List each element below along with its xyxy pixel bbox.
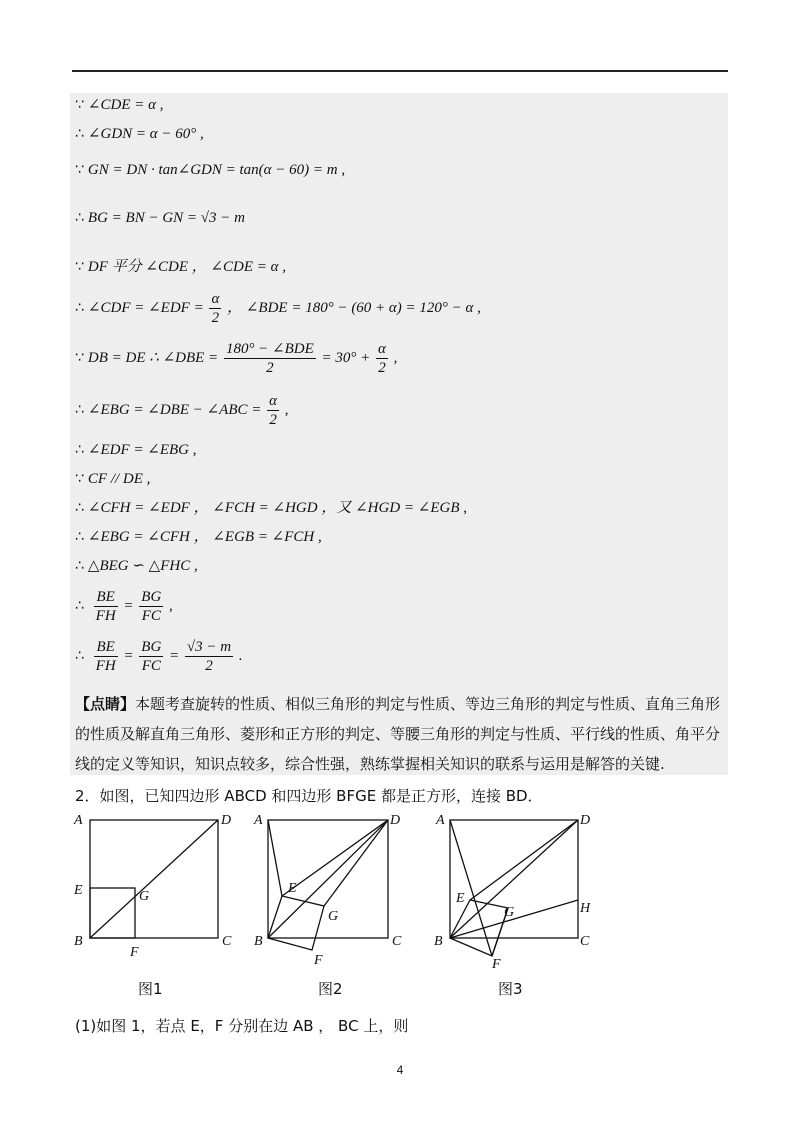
- solution-line-8: ∴ ∠EBG = ∠DBE − ∠ABC = $\frac{\alpha}{2}$ ,: [75, 393, 289, 428]
- solution-line-1: ∵ ∠CDE = α ,: [75, 97, 164, 113]
- fig2-label-b: B: [254, 934, 263, 949]
- fig1-label-f: F: [130, 945, 139, 958]
- fig2-label-a: A: [254, 813, 263, 828]
- header-rule: [72, 70, 728, 72]
- fig1-label-a: A: [74, 813, 83, 828]
- solution-line-9: ∴ ∠EDF = ∠EBG ,: [75, 442, 197, 458]
- fig3-label-f: F: [492, 957, 501, 968]
- solution-line-12: ∴ ∠EBG = ∠CFH ， ∠EGB = ∠FCH ,: [75, 529, 322, 545]
- fig2-label-g: G: [328, 909, 339, 924]
- solution-line-5: ∵ DF 平分 ∠CDE ， ∠CDE = α ,: [75, 259, 287, 275]
- fig2-label-d: D: [390, 813, 401, 828]
- fig1-label-g: G: [139, 889, 150, 904]
- solution-line-6: ∴ ∠CDF = ∠EDF = $\frac{\alpha}{2}$ ， ∠BDE = 180° − (60 + α) = 120° − α ,: [75, 291, 481, 326]
- sub-question-1: (1)如图 1，若点 E，F 分别在边 AB ， BC 上，则: [75, 1017, 409, 1035]
- page-number: 4: [396, 1063, 404, 1077]
- fig2-label-f: F: [314, 953, 323, 968]
- figure-1: [68, 808, 238, 958]
- fig3-label-b: B: [434, 934, 443, 949]
- key-point-text: 本题考查旋转的性质、相似三角形的判定与性质、等边三角形的判定与性质、直角三角形的性质及解直角三角形、菱形和正方形的判定、等腰三角形的判定与性质、平行线的性质、角平分线的定义等知识，知识点较多，综合性强，熟练掌握相关知识的联系与运用是解答的关键.: [75, 695, 721, 773]
- figure-2: [250, 808, 420, 968]
- fig3-label-c: C: [580, 934, 590, 949]
- solution-line-14: ∴ $\frac{BE}{FH}$ = $\frac{BG}{FC}$ ,: [75, 589, 173, 624]
- fig3-label-g: G: [504, 905, 515, 920]
- solution-line-3: ∵ GN = DN · tan∠GDN = tan(α − 60) = m ,: [75, 162, 346, 178]
- figure-3: [430, 808, 600, 968]
- key-point-note: [75, 690, 725, 780]
- fig1-label-e: E: [74, 883, 83, 898]
- figure-2-caption: 图2: [318, 980, 343, 998]
- fig1-label-b: B: [74, 934, 83, 949]
- figure-3-caption: 图3: [498, 980, 523, 998]
- fig3-label-h: H: [580, 901, 591, 916]
- question-2-text: 2．如图，已知四边形 ABCD 和四边形 BFGE 都是正方形，连接 BD．: [75, 787, 543, 805]
- key-point-label: 【点睛】: [75, 695, 136, 713]
- solution-line-10: ∵ CF // DE ,: [75, 471, 151, 487]
- fig3-label-a: A: [436, 813, 445, 828]
- solution-line-11: ∴ ∠CFH = ∠EDF ， ∠FCH = ∠HGD ，又 ∠HGD = ∠EGB ,: [75, 500, 468, 516]
- figure-1-caption: 图1: [138, 980, 163, 998]
- fig1-label-d: D: [221, 813, 232, 828]
- fig1-label-c: C: [222, 934, 232, 949]
- solution-line-13: ∴ △BEG ∽ △FHC ,: [75, 558, 198, 574]
- solution-line-2: ∴ ∠GDN = α − 60° ,: [75, 126, 204, 142]
- fig2-label-e: E: [288, 881, 297, 896]
- fig3-label-e: E: [456, 891, 465, 906]
- solution-line-15: ∴ $\frac{BE}{FH}$ = $\frac{BG}{FC}$ = $\frac{√3 - m}{2}$ .: [75, 639, 243, 674]
- solution-line-4: ∴ BG = BN − GN = √3 − m: [75, 210, 245, 226]
- solution-line-7: ∵ DB = DE ∴ ∠DBE = $\frac{\text{180° − ∠BDE}}{2}$ = 30° + $\frac{\alpha}{2}$ ,: [75, 341, 398, 376]
- fig3-label-d: D: [580, 813, 591, 828]
- fig2-label-c: C: [392, 934, 402, 949]
